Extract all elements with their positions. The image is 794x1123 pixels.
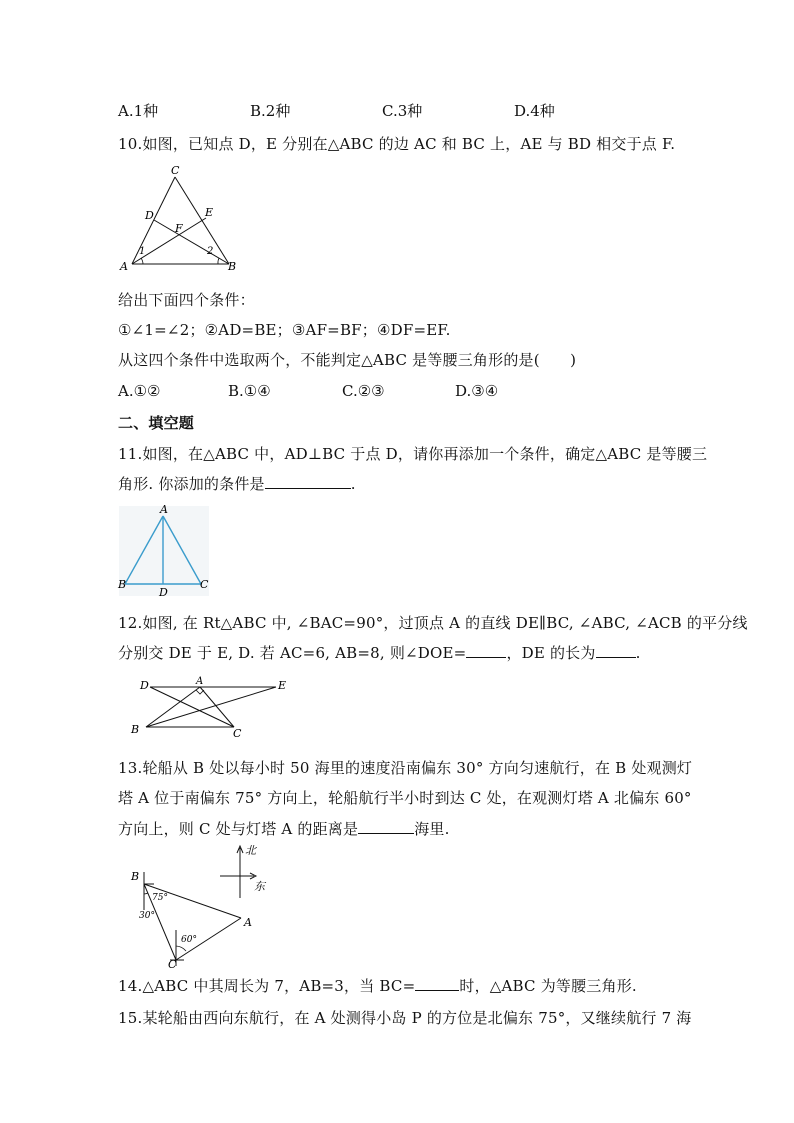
label-d: D xyxy=(140,679,149,692)
option-c: C.②③ xyxy=(342,382,385,400)
label-a: A xyxy=(160,503,168,516)
q11-line2-text: 角形. 你添加的条件是 xyxy=(118,475,265,493)
option-a: A.①② xyxy=(118,382,161,400)
angle-1-label: 1 xyxy=(139,246,146,257)
label-b: B xyxy=(228,260,237,273)
q13-unit: 海里. xyxy=(414,820,450,838)
q13-line3-text: 方向上，则 C 处与灯塔 A 的距离是 xyxy=(118,820,359,838)
q12-line2-text: 分别交 DE 于 E, D. 若 AC=6, AB=8, 则∠DOE= xyxy=(118,644,467,662)
q11-line2 xyxy=(118,473,356,494)
q12-line1: 12.如图, 在 Rt△ABC 中, ∠BAC=90°，过顶点 A 的直线 DE∥BC, ∠ABC, ∠ACB 的平分线 xyxy=(118,614,748,632)
east-label: 东 xyxy=(254,880,265,893)
north-label: 北 xyxy=(245,844,256,857)
answer-blank-length[interactable] xyxy=(596,643,636,658)
answer-blank[interactable] xyxy=(358,819,414,834)
q14-line xyxy=(118,975,637,996)
label-b: B xyxy=(118,578,127,591)
q13-line3 xyxy=(118,818,450,839)
answer-blank-angle[interactable] xyxy=(466,643,506,658)
label-f: F xyxy=(175,222,183,235)
label-a: A xyxy=(196,676,204,687)
label-b: B xyxy=(131,723,140,736)
label-b: B xyxy=(131,870,140,883)
q14-text-end: 时，△ABC 为等腰三角形. xyxy=(459,977,637,995)
label-c: C xyxy=(200,578,209,591)
q13-navigation-figure xyxy=(128,842,288,970)
section-title: 二、填空题 xyxy=(118,414,195,432)
q12-line2 xyxy=(118,642,641,663)
q11-isosceles-figure xyxy=(115,502,215,602)
label-a: A xyxy=(244,916,252,929)
q10-stem: 10.如图，已知点 D，E 分别在△ABC 的边 AC 和 BC 上，AE 与 BD 相交于点 F. xyxy=(118,135,676,153)
angle-75-label: 75° xyxy=(152,893,168,903)
q13-line1: 13.轮船从 B 处以每小时 50 海里的速度沿南偏东 30° 方向匀速航行，在 B 处观测灯 xyxy=(118,759,693,777)
label-c: C xyxy=(233,727,242,740)
q15-line1: 15.某轮船由西向东航行，在 A 处测得小岛 P 的方位是北偏东 75°，又继续航行 7 海 xyxy=(118,1009,692,1027)
answer-blank[interactable] xyxy=(265,474,351,489)
option-b: B.①④ xyxy=(228,382,271,400)
option-d: D.4种 xyxy=(514,102,555,120)
q12-line2-mid: ，DE 的长为 xyxy=(506,644,596,662)
q13-line2: 塔 A 位于南偏东 75° 方向上，轮船航行半小时到达 C 处，在观测灯塔 A 北偏东 60° xyxy=(118,789,692,807)
label-d: D xyxy=(159,586,168,599)
q12-parallel-figure xyxy=(128,675,298,741)
q11-period: . xyxy=(350,475,356,493)
q10-given: 给出下面四个条件： xyxy=(118,291,255,309)
q12-period: . xyxy=(635,644,641,662)
angle-2-label: 2 xyxy=(207,246,214,257)
label-d: D xyxy=(145,209,154,222)
option-c: C.3种 xyxy=(382,102,423,120)
answer-blank[interactable] xyxy=(415,976,459,991)
q14-text: 14.△ABC 中其周长为 7，AB=3，当 BC= xyxy=(118,977,416,995)
q10-triangle-figure xyxy=(115,162,245,274)
q10-question: 从这四个条件中选取两个，不能判定△ABC 是等腰三角形的是( ) xyxy=(118,351,577,369)
label-c: C xyxy=(168,958,177,971)
q11-line1: 11.如图，在△ABC 中，AD⊥BC 于点 D，请你再添加一个条件，确定△ABC 是等腰三 xyxy=(118,445,708,463)
option-d: D.③④ xyxy=(455,382,499,400)
label-a: A xyxy=(120,260,128,273)
q10-conditions: ①∠1=∠2；②AD=BE；③AF=BF；④DF=EF. xyxy=(118,321,451,339)
label-c: C xyxy=(171,164,180,177)
label-e: E xyxy=(278,679,287,692)
label-e: E xyxy=(205,206,214,219)
angle-30-label: 30° xyxy=(139,911,155,921)
option-a: A.1种 xyxy=(118,102,159,120)
angle-60-label: 60° xyxy=(181,935,197,945)
option-b: B.2种 xyxy=(250,102,291,120)
